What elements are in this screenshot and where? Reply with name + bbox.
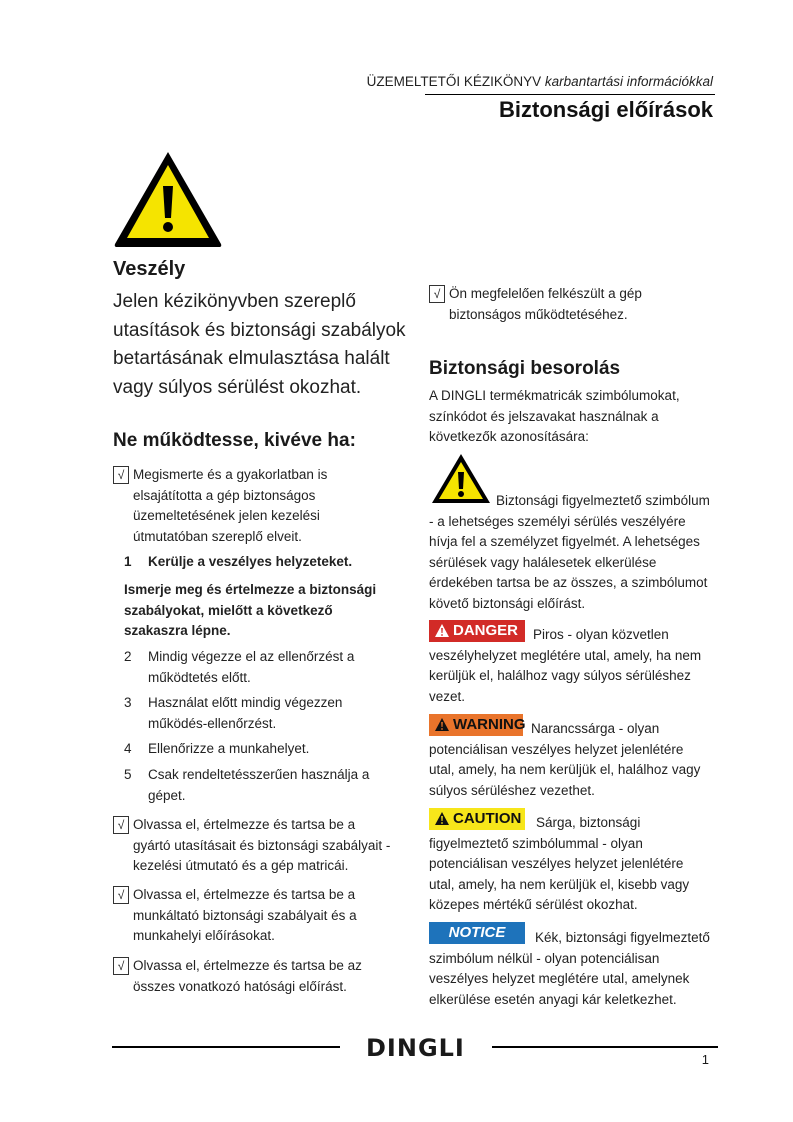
text-line: figyelmeztető szimbólummal - olyan (429, 835, 643, 851)
numbered-item (124, 647, 414, 688)
text-line: utal, amely, ha nem kerüljük el, halálhoz vagy (429, 762, 701, 777)
text-line: Narancssárga - olyan (531, 721, 660, 736)
do-not-operate-heading: Ne működtesse, kivéve ha: (113, 430, 356, 451)
caution-label-text: CAUTION (453, 810, 522, 827)
note-line: Ismerje meg és értelmezze a biztonsági (124, 582, 377, 597)
text-line: Kék, biztonsági figyelmeztető (535, 930, 710, 945)
item-number: 3 (124, 695, 132, 710)
text-line: utal, amely, ha nem kerüljük el, kisebb vagy (429, 876, 690, 892)
text-line: érdekében tartsa be az összes, a szimbólumot (429, 575, 708, 590)
danger-label-text: DANGER (453, 622, 519, 639)
footer-rule-left (112, 1046, 340, 1048)
intro-line: vagy súlyos sérülést okozhat. (113, 376, 362, 398)
doc-subtitle: karbantartási információkkal (544, 74, 713, 89)
numbered-item (124, 739, 414, 760)
doc-title: ÜZEMELTETŐI KÉZIKÖNYV (366, 74, 542, 89)
text-line: veszélyes helyzet meglétére utal, amelynek (429, 971, 690, 986)
item-number: 5 (124, 767, 132, 782)
checkbox-icon: √ (429, 285, 445, 303)
check-line: elsajátította a gép biztonságos (133, 487, 316, 503)
text-line: súlyos sérüléshez vezethet. (429, 782, 595, 798)
intro-line: betartásának elmulasztása halált (113, 348, 390, 369)
text-line: A DINGLI termékmatricák szimbólumokat, (429, 388, 680, 403)
checklist-item (113, 815, 413, 877)
text-line: elkerülése esetén anyagi kár keletkezhet. (429, 991, 677, 1007)
warning-description (429, 719, 729, 801)
danger-heading: Veszély (113, 258, 186, 280)
check-line: útmutatóban szereplő elveit. (133, 528, 302, 544)
classification-heading: Biztonsági besorolás (429, 358, 621, 379)
checklist-item (113, 956, 413, 997)
alert-symbol-description (429, 491, 729, 614)
note-line: szabályokat, mielőtt a következő (124, 602, 333, 618)
intro-line: Jelen kézikönyvben szereplő (113, 291, 356, 312)
check-line: Olvassa el, értelmezze és tartsa be a (133, 817, 356, 832)
warning-label-text: WARNING (453, 716, 526, 733)
footer-rule-right (492, 1046, 718, 1048)
checklist-item (429, 284, 729, 325)
text-line: Sárga, biztonsági (536, 815, 641, 830)
bold-note (124, 580, 414, 642)
check-line: üzemeltetésének jelen kezelési (133, 508, 320, 523)
checkbox-icon: √ (113, 466, 129, 484)
notice-description (429, 928, 729, 1010)
text-line: sérülések vagy halálesetek elkerülése (429, 554, 657, 570)
checklist-item (113, 885, 413, 947)
warning-triangle-icon (111, 148, 225, 250)
text-line: hívja fel a személyzet figyelmét. A lehetséges (429, 534, 700, 549)
item-line: Mindig végezze el az ellenőrzést a (148, 649, 355, 664)
text-line: következők azonosítására: (429, 429, 589, 444)
item-line: működtetés előtt. (148, 669, 251, 685)
text-line: potenciálisan veszélyes helyzet jelenlétére (429, 741, 684, 757)
check-line: Megismerte és a gyakorlatban is (133, 467, 328, 482)
numbered-item (124, 693, 414, 734)
item-number: 1 (124, 554, 132, 569)
danger-description (429, 625, 729, 707)
check-line: Olvassa el, értelmezze és tartsa be a (133, 887, 356, 902)
item-number: 4 (124, 741, 132, 756)
checkbox-icon: √ (113, 957, 129, 975)
document-header (367, 74, 713, 89)
text-line: szimbólum nélkül - olyan potenciálisan (429, 950, 660, 966)
intro-line: utasítások és biztonsági szabályok (113, 319, 406, 341)
item-line: Ellenőrizze a munkahelyet. (148, 741, 310, 756)
numbered-item (124, 552, 414, 573)
page-title: Biztonsági előírások (499, 97, 713, 122)
check-line: biztonságos működtetéséhez. (449, 306, 628, 322)
text-line: kerüljük el, halálhoz vagy súlyos sérüléshez (429, 668, 691, 683)
note-line: szakaszra lépne. (124, 623, 231, 638)
text-line: közepes mértékű sérülést okozhat. (429, 897, 638, 912)
check-line: kezelési útmutató és a gép matricái. (133, 858, 349, 873)
text-line: veszélyhelyzet meglétére utal, amely, ha nem (429, 647, 702, 663)
check-line: munkahelyi előírásokat. (133, 928, 275, 943)
classification-intro (429, 386, 729, 448)
caution-description (429, 813, 729, 916)
dingli-logo: DINGLI (366, 1034, 465, 1062)
check-line: munkáltató biztonsági szabályait és a (133, 907, 357, 923)
text-line: vezet. (429, 688, 466, 704)
numbered-item (124, 765, 414, 806)
item-number: 2 (124, 649, 132, 664)
item-line: Csak rendeltetésszerűen használja a (148, 767, 370, 782)
check-line: gyártó utasításait és biztonsági szabályait - (133, 837, 391, 853)
checklist-item (113, 465, 413, 547)
page-number: 1 (701, 1052, 709, 1067)
intro-paragraph (113, 288, 413, 402)
text-line: színkódot és jelszavakat használnak a (429, 408, 659, 424)
item-line: működés-ellenőrzést. (148, 715, 277, 731)
item-line: Használat előtt mindig végezzen (148, 695, 343, 710)
check-line: Ön megfelelően felkészült a gép (449, 286, 642, 301)
text-line: potenciálisan veszélyes helyzet jelenlétére (429, 856, 684, 871)
text-line: követő biztonsági előírást. (429, 595, 586, 611)
text-line: Piros - olyan közvetlen (533, 627, 669, 642)
checkbox-icon: √ (113, 816, 129, 834)
notice-label-text: NOTICE (448, 924, 506, 941)
check-line: Olvassa el, értelmezze és tartsa be az (133, 958, 362, 973)
item-line: gépet. (148, 787, 186, 803)
header-rule (425, 94, 715, 95)
item-text: Kerülje a veszélyes helyzeteket. (148, 554, 353, 569)
check-line: összes vonatkozó hatósági előírást. (133, 978, 347, 994)
checkbox-icon: √ (113, 886, 129, 904)
text-line: Biztonsági figyelmeztető szimbólum (496, 493, 710, 508)
text-line: - a lehetséges személyi sérülés veszélyére (429, 513, 686, 529)
